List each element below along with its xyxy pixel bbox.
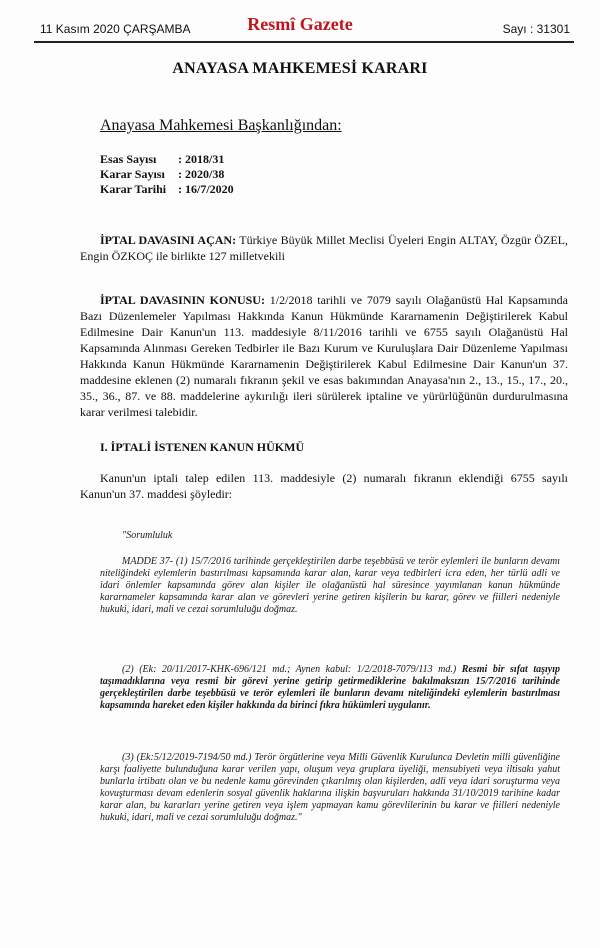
header-divider [34, 41, 574, 43]
gazette-header [0, 14, 600, 36]
section-heading: I. İPTALİ İSTENEN KANUN HÜKMÜ [100, 440, 305, 454]
publication-title: Resmî Gazete [247, 14, 353, 34]
subject-paragraph [80, 292, 568, 420]
section-intro [80, 470, 568, 502]
subject-label: İPTAL DAVASININ KONUSU: [100, 293, 265, 307]
header-date: 11 Kasım 2020 ÇARŞAMBA [40, 22, 191, 36]
meta-label: Karar Tarihi [100, 182, 167, 196]
case-metadata [100, 152, 234, 197]
quote-paragraph-1 [100, 556, 560, 616]
meta-row-esas [100, 152, 234, 167]
subject-text: 1/2/2018 tarihli ve 7079 sayılı Olağanüstü Hal Kapsamında Bazı Düzenlemeler Yapılması Hakkında Kanun Hükmünde Kararnamenin Değiştirilerek Kabul Edilmesine Dair Kanun'un 113. maddesiyle 8/11/2016 tarihli ve 6755 sayılı Olağanüstü Hal Kapsamında Alınması Gereken Tedbirler ile Bazı Kurum ve Kuruluşlara Dair Düzenleme Yapılması Hakkında Kanun Hükmünde Kararnamenin Değiştirilerek Kabul Edilmesine Dair Kanun'un 37. maddesine eklenen (2) numaralı fıkranın şekil ve esas bakımından Anayasa'nın 2., 13., 15., 17., 20., 35., 36., 87. ve 88. maddelerine aykırılığı ileri sürülerek iptaline ve yürürlüğünün durdurulmasına karar verilmesi talebidir. [80, 293, 568, 419]
quote-p2-prefix: (2) (Ek: 20/11/2017-KHK-696/121 md.; Aynen kabul: 1/2/2018-7079/113 md.) [122, 664, 462, 675]
meta-row-tarih [100, 182, 234, 197]
section-intro-text: Kanun'un iptali talep edilen 113. maddesiyle (2) numaralı fıkranın eklendiği 6755 sayılı Kanun'un 37. maddesi şöyledir: [80, 471, 568, 501]
applicant-paragraph [80, 232, 568, 264]
meta-value: : 16/7/2020 [178, 182, 234, 196]
issue-number: Sayı : 31301 [502, 22, 570, 36]
meta-row-karar [100, 167, 234, 182]
quote-p3-text: (3) (Ek:5/12/2019-7194/50 md.) Terör örgütlerine veya Milli Güvenlik Kurulunca Devletin milli güvenliğine karşı faaliyette bulunduğuna karar verilen yapı, oluşum veya gruplara üyeliği, mensubiyeti veya iltisakı yahut bunlarla irtibatı olan ve bu nedenle kamu görevinden çıkarılmış olan kişilerden, adli veya idari soruşturma veya kovuşturması devam edenlerin sosyal güvenlik haklarına ilişkin başvuruları hakkında 31/10/2019 tarihine kadar karar alan, bu kararları yerine getiren veya işlem yapmayan kamu görevlilerinin bu karar ve fiilleri nedeniyle hukuki, idari, mali ve cezai sorumluluğu doğmaz." [100, 752, 560, 823]
applicant-text: Türkiye Büyük Millet Meclisi Üyeleri Engin ALTAY, Özgür ÖZEL, Engin ÖZKOÇ ile birlikte 127 milletvekili [80, 233, 568, 263]
quote-p2-bold: Resmi bir sıfat taşıyıp taşımadıklarına veya resmi bir görevi yerine getirip getirmediklerine bakılmaksızın 15/7/2016 tarihinde gerçekleştirilen darbe teşebbüsü ve terör eylemleri ile bunların devamı niteliğindeki eylemlerin bastırılması kapsamında hareket eden kişiler hakkında da birinci fıkra hükümleri uygulanır. [100, 664, 561, 711]
meta-label: Karar Sayısı [100, 167, 165, 181]
quote-heading: "Sorumluluk [122, 530, 173, 541]
document-title: ANAYASA MAHKEMESİ KARARI [172, 60, 428, 77]
issuing-authority: Anayasa Mahkemesi Başkanlığından: [100, 117, 342, 134]
quote-paragraph-3 [100, 752, 560, 824]
meta-value: : 2018/31 [178, 152, 225, 166]
meta-value: : 2020/38 [178, 167, 225, 181]
applicant-label: İPTAL DAVASINI AÇAN: [100, 233, 237, 247]
quote-paragraph-2 [100, 664, 560, 712]
quote-p1-text: MADDE 37- (1) 15/7/2016 tarihinde gerçekleştirilen darbe teşebbüsü ve terör eylemleri ile bunların devamı niteliğindeki eylemlerin bastırılması kapsamında karar alan, karar veya tedbirleri icra eden, her türlü adli ve idari önlemler kapsamında görev alan kişiler ile olağanüstü hal süresince yayımlanan kanun hükmünde kararnameler kapsamında karar alan ve görevleri yerine getiren kişilerin bu karar, görev ve fiilleri nedeniyle hukuki, idari, mali ve cezai sorumluluğu doğmaz. [100, 556, 560, 615]
meta-label: Esas Sayısı [100, 152, 157, 166]
